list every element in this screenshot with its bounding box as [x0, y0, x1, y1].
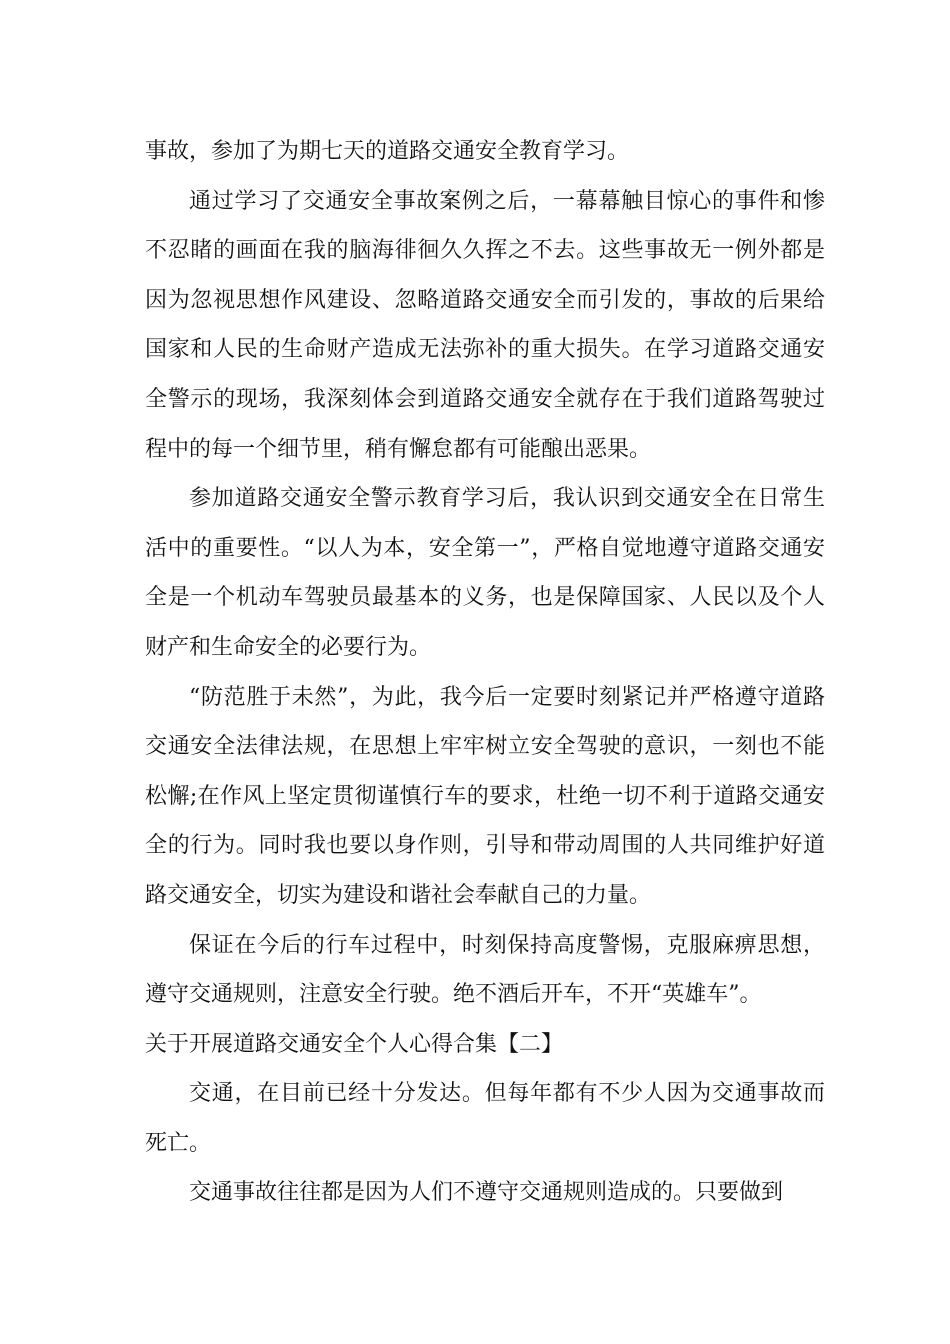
paragraph-2: 参加道路交通安全警示教育学习后，我认识到交通安全在日常生活中的重要性。“以人为本，安全第一”，严格自觉地遵守道路交通安全是一个机动车驾驶员最基本的义务，也是保障国家、人民以及个人财产和生命安全的必要行为。 — [145, 486, 825, 660]
section-paragraph-1: 交通事故往往都是因为人们不遵守交通规则造成的。只要做到 — [189, 1180, 784, 1206]
document-body — [145, 127, 825, 1218]
paragraph-4: 保证在今后的行车过程中，时刻保持高度警惕，克服麻痹思想，遵守交通规则，注意安全行驶。绝不酒后开车，不开“英雄车”。 — [145, 932, 825, 1008]
paragraph-3: “防范胜于未然”，为此，我今后一定要时刻紧记并严格遵守道路交通安全法律法规，在思想上牢牢树立安全驾驶的意识，一刻也不能松懈;在作风上坚定贯彻谨慎行车的要求，杜绝一切不利于道路交通安全的行为。同时我也要以身作则，引导和带动周围的人共同维护好道路交通安全，切实为建设和谐社会奉献自己的力量。 — [145, 684, 825, 908]
paragraph-0: 事故，参加了为期七天的道路交通安全教育学习。 — [145, 139, 630, 164]
section-heading: 关于开展道路交通安全个人心得合集【二】 — [145, 1031, 564, 1057]
section-paragraph-0: 交通，在目前已经十分发达。但每年都有不少人因为交通事故而死亡。 — [145, 1081, 825, 1156]
paragraph-1: 通过学习了交通安全事故案例之后，一幕幕触目惊心的事件和惨不忍睹的画面在我的脑海徘徊久久挥之不去。这些事故无一例外都是因为忽视思想作风建设、忽略道路交通安全而引发的，事故的后果给国家和人民的生命财产造成无法弥补的重大损失。在学习道路交通安全警示的现场，我深刻体会到道路交通安全就存在于我们道路驾驶过程中的每一个细节里，稍有懈怠都有可能酿出恶果。 — [145, 188, 825, 462]
